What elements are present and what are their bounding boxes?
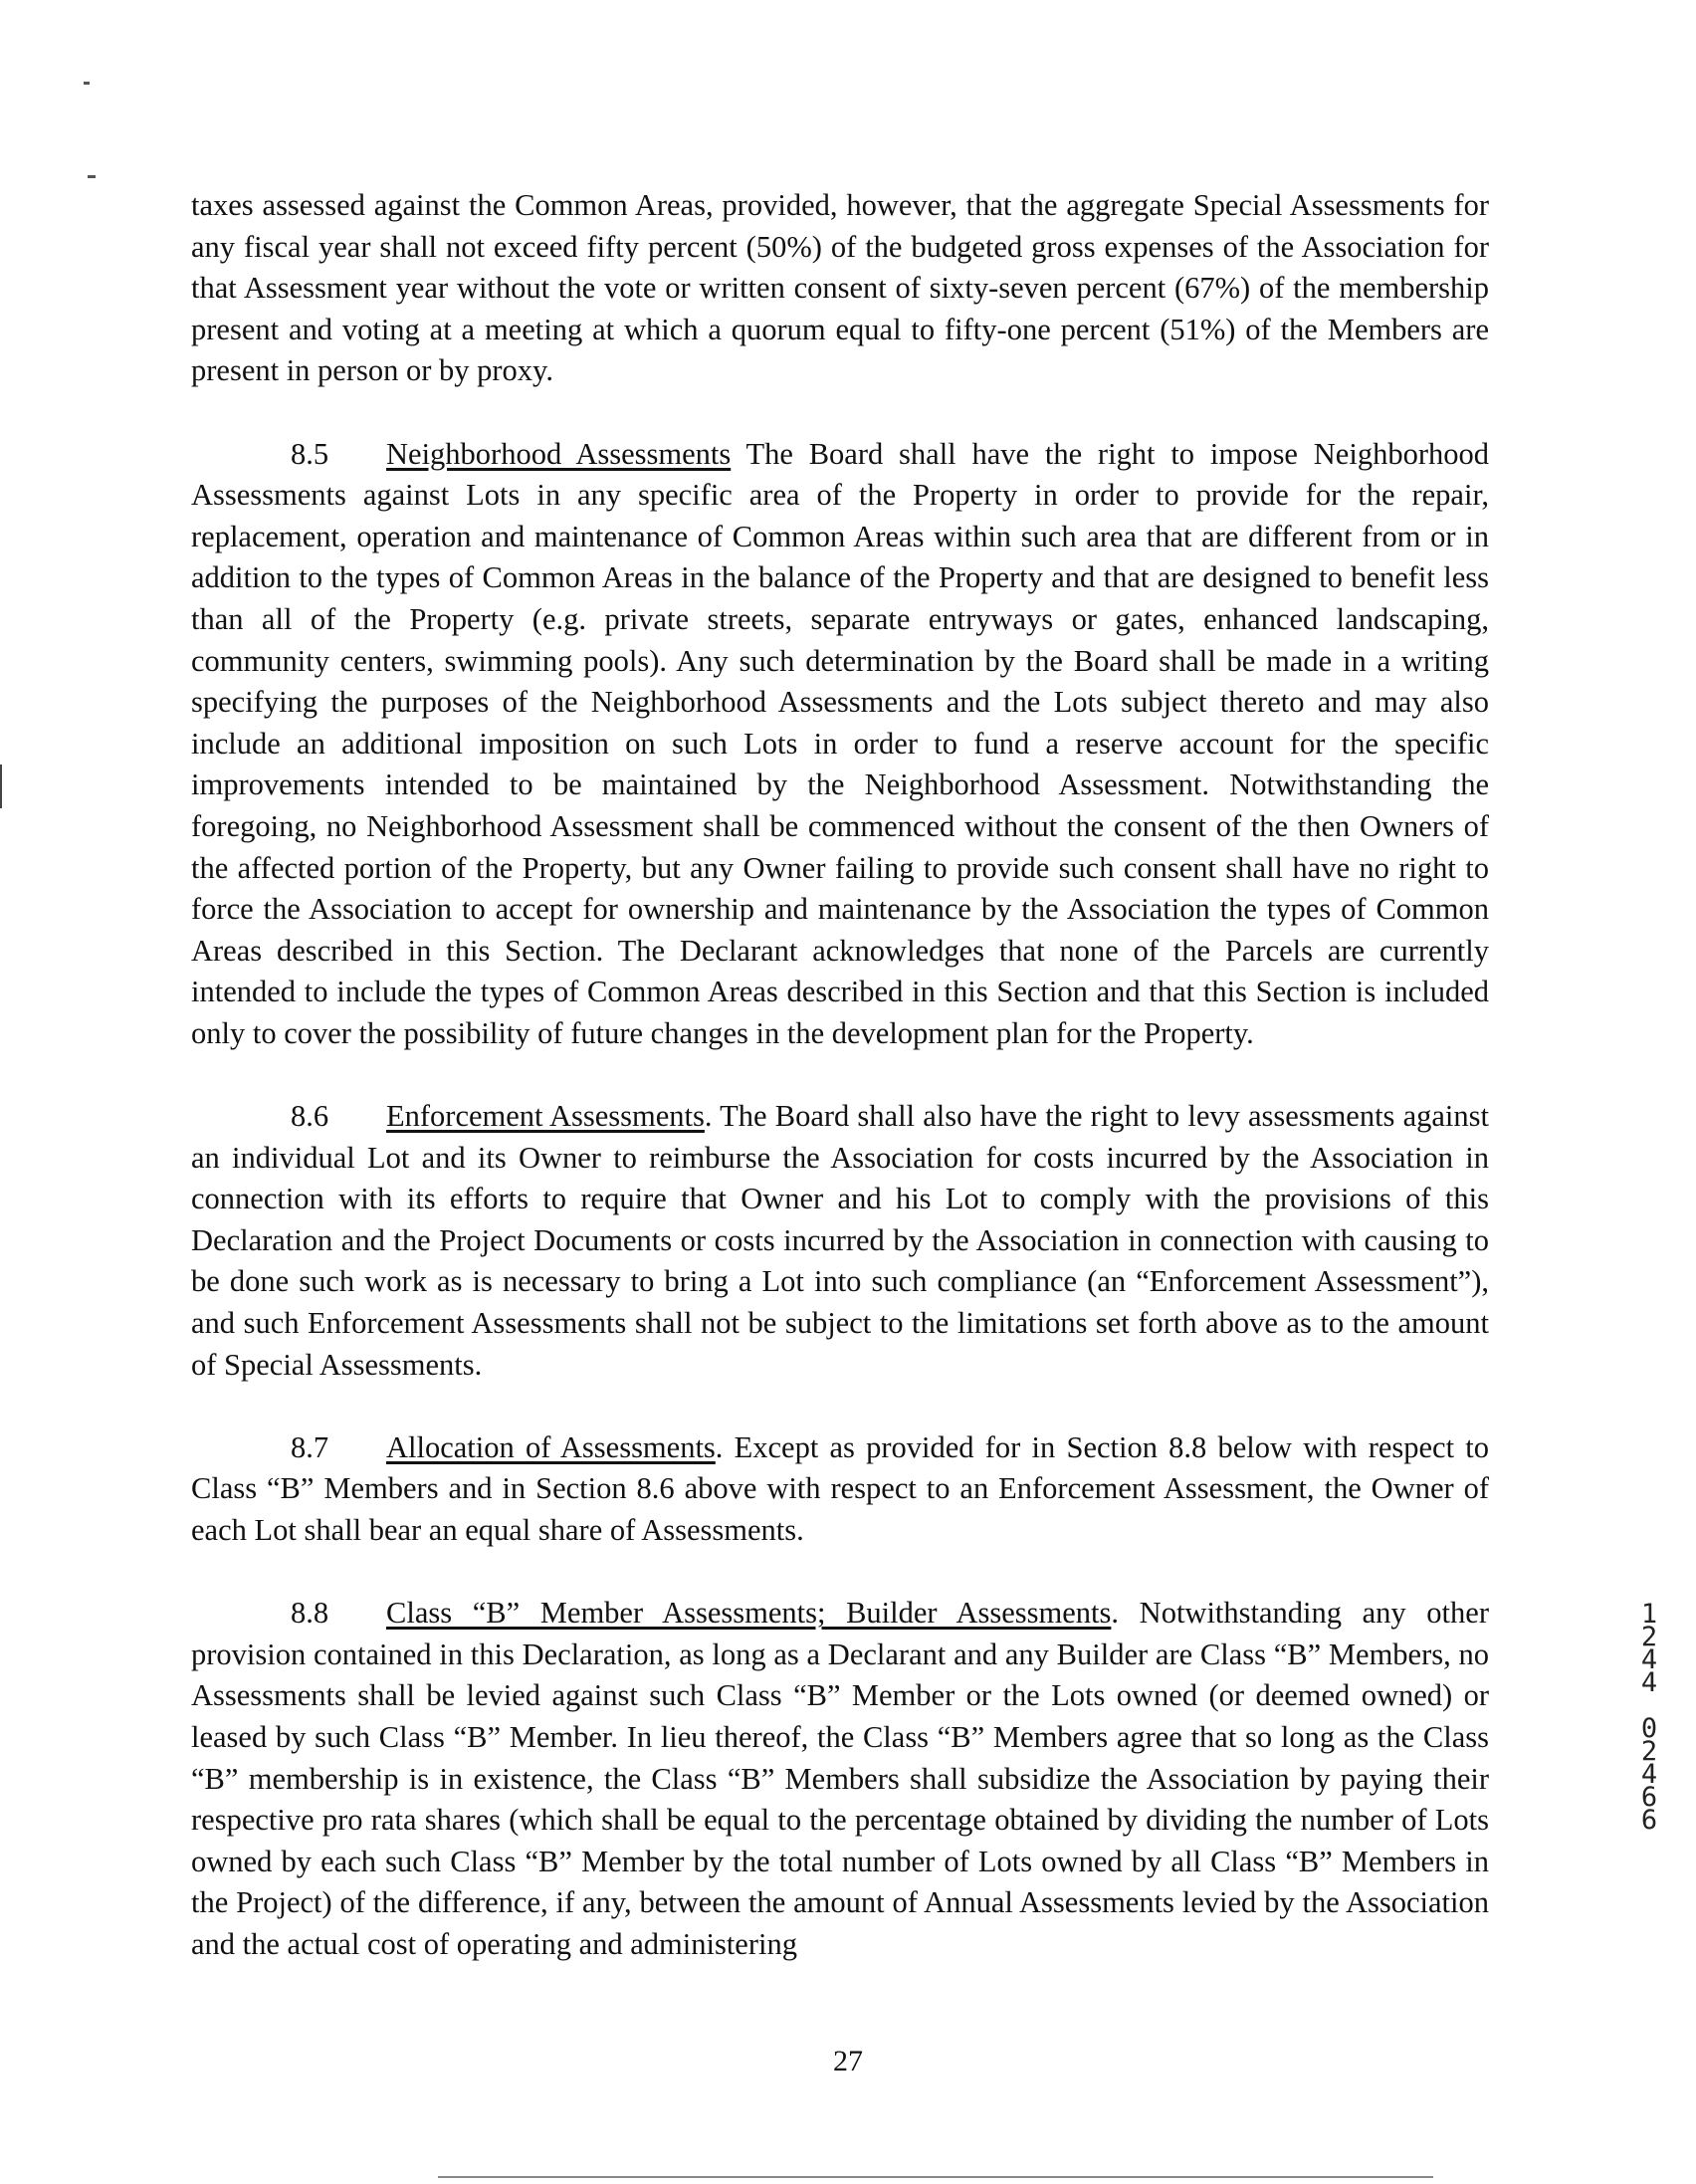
section-body: The Board shall have the right to impose Neighborhood Assessments against Lots in any specific area of the Property in order to provide for the repair, replacement, operation and maintenance of Common Areas within such area that are different from or in addition to the types of Common Areas in the balance of the Property and that are designed to benefit less than all of the Property (e.g. private streets, separate entryways or gates, enhanced landscaping, community centers, swimming pools). Any such determination by the Board shall be made in a writing specifying the purposes of the Neighborhood Assessments and the Lots subject thereto and may also include an additional imposition on such Lots in order to fund a reserve account for the specific improvements intended to be maintained by the Neighborhood Assessment. Notwithstanding the foregoing, no Neighborhood Assessment shall be commenced without the consent of the then Owners of the affected portion of the Property, but any Owner failing to provide such consent shall have no right to force the Association to accept for ownership and maintenance by the Association the types of Common Areas described in this Section. The Declarant acknowledges that none of the Parcels are currently intended to include the types of Common Areas described in this Section and that this Section is included only to cover the possibility of future changes in the development plan for the Property. <box>191 436 1489 1050</box>
section-heading: Neighborhood Assessments <box>386 436 732 471</box>
section-body: . The Board shall also have the right to levy assessments against an individual Lot and its Owner to reimburse the Association for costs incurred by the Association in connection with its efforts to require that Owner and his Lot to comply with the provisions of this Declaration and the Project Documents or costs incurred by the Association in connection with causing to be done such work as is necessary to bring a Lot into such compliance (an “Enforcement Assessment”), and such Enforcement Assessments shall not be subject to the limitations set forth above as to the amount of Special Assessments. <box>191 1099 1489 1382</box>
section-number: 8.7 <box>291 1429 329 1464</box>
bates-char: 0 <box>1640 1713 1658 1744</box>
section-heading: Class “B” Member Assessments; Builder Assessments <box>386 1596 1112 1631</box>
scan-speck-top <box>84 82 90 85</box>
intro-paragraph: taxes assessed against the Common Areas, provided, however, that the aggregate Special Assessments for any fiscal year shall not exceed fifty percent (50%) of the budgeted gross expenses of the Association for that Assessment year without the vote or written consent of sixty-seven percent (67%) of the membership present and voting at a meeting at which a quorum equal to fifty-one percent (51%) of the Members are present in person or by proxy. <box>191 188 1489 388</box>
scan-edge-mark <box>0 764 2 808</box>
section-heading: Enforcement Assessments <box>386 1099 705 1134</box>
section-8-8 <box>191 1593 1489 1965</box>
bates-char: 4 <box>1640 1759 1658 1790</box>
section-8-5 <box>191 434 1489 1055</box>
bates-char: 2 <box>1640 1736 1658 1767</box>
section-number: 8.8 <box>291 1596 329 1631</box>
document-body <box>191 185 1489 2007</box>
section-number: 8.5 <box>291 436 329 471</box>
scan-bottom-rule <box>438 2176 1433 2178</box>
bates-char: 1 <box>1640 1599 1658 1630</box>
section-heading: Allocation of Assessments <box>386 1429 716 1464</box>
bates-char: 4 <box>1640 1667 1658 1698</box>
bates-char: 4 <box>1640 1644 1658 1675</box>
bates-stamp <box>1637 1599 1661 1836</box>
section-body: . Notwithstanding any other provision contained in this Declaration, as long as a Declarant and any Builder are Class “B” Members, no Assessments shall be levied against such Class “B” Member or the Lots owned (or deemed owned) or leased by such Class “B” Member. In lieu thereof, the Class “B” Members agree that so long as the Class “B” membership is in existence, the Class “B” Members shall subsidize the Association by paying their respective pro rata shares (which shall be equal to the percentage obtained by dividing the number of Lots owned by each such Class “B” Member by the total number of Lots owned by all Class “B” Members in the Project) of the difference, if any, between the amount of Annual Assessments levied by the Association and the actual cost of operating and administering <box>191 1596 1489 1961</box>
page-number: 27 <box>833 2045 863 2077</box>
section-number: 8.6 <box>291 1099 329 1134</box>
scan-speck-second <box>88 175 96 178</box>
section-body: . Except as provided for in Section 8.8 below with respect to Class “B” Members and in Section 8.6 above with respect to an Enforcement Assessment, the Owner of each Lot shall bear an equal share of Assessments. <box>191 1429 1489 1547</box>
bates-char: 6 <box>1640 1782 1658 1813</box>
bates-char: 2 <box>1640 1622 1658 1652</box>
section-8-7 <box>191 1427 1489 1552</box>
bates-char: 6 <box>1640 1805 1658 1836</box>
section-8-6 <box>191 1096 1489 1386</box>
